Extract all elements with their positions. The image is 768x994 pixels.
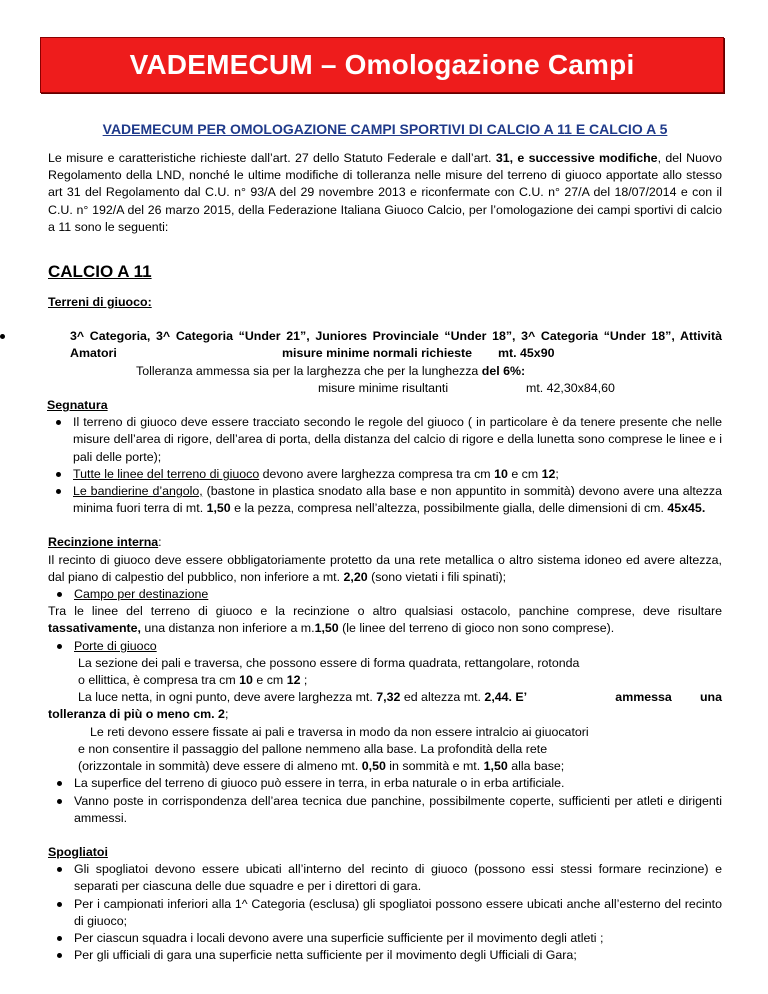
spogliatoi-item: Per gli ufficiali di gara una superficie netta sufficiente per il movimento degli Ufficiali di Gara; bbox=[52, 947, 722, 964]
terreni-categories-item bbox=[0, 328, 722, 362]
segnatura-item-2 bbox=[51, 466, 722, 483]
porte-line-1: La sezione dei pali e traversa, che possono essere di forma quadrata, rettangolare, rotonda bbox=[78, 655, 580, 670]
b-una: una bbox=[699, 690, 722, 705]
t: ed altezza mt. bbox=[400, 690, 485, 705]
linee-link: Tutte le linee del terreno di giuoco bbox=[73, 466, 260, 481]
segnatura-heading: Segnatura bbox=[47, 398, 108, 413]
t: e cm bbox=[252, 673, 287, 688]
terreni-result-row bbox=[48, 380, 722, 397]
t: Il recinto di giuoco deve essere obbligatoriamente protetto da una rete metallica o altro sistema idoneo ed avere altezza, dal piano di calpestio del pubblico, non inferiore a mt. bbox=[48, 552, 722, 584]
recinzione-heading-row bbox=[48, 534, 722, 551]
porte-line-4 bbox=[48, 706, 722, 723]
b: 10 bbox=[239, 673, 253, 688]
spogliatoi-item: Per ciascun squadra i locali devono avere una superficie sufficiente per il movimento degli atleti ; bbox=[52, 930, 722, 947]
spogliatoi-block bbox=[48, 844, 722, 964]
porte-heading-item bbox=[52, 638, 722, 655]
reti-line-2: e non consentire il passaggio del pallone nemmeno alla base. La profondità della rete bbox=[78, 741, 548, 756]
campo-heading: Campo per destinazione bbox=[74, 587, 209, 602]
section-heading-calcio-11: CALCIO A 11 bbox=[48, 262, 152, 282]
b: 45x45. bbox=[667, 501, 706, 516]
terreni-heading: Terreni di giuoco: bbox=[48, 295, 152, 310]
spogliatoi-heading: Spogliatoi bbox=[48, 844, 108, 859]
t: (sono vietati i fili spinati); bbox=[367, 569, 507, 584]
recinzione-block bbox=[48, 534, 722, 826]
t: (orizzontale in sommità) deve essere di almeno mt. bbox=[78, 759, 362, 774]
b-ammessa: ammessa bbox=[615, 690, 672, 705]
b: 12 bbox=[541, 466, 556, 481]
recinzione-extra-list bbox=[48, 775, 722, 827]
b: 2,44. E’ bbox=[484, 690, 528, 705]
recinzione-heading: Recinzione interna bbox=[48, 535, 159, 550]
t: (bastone in plastica snodato alla base e non appuntito in sommità) devono avere una altezza minima fuori terra di mt. bbox=[73, 484, 722, 516]
intro-paragraph bbox=[48, 150, 722, 236]
segnatura-block bbox=[47, 397, 722, 517]
intro-text-1: Le misure e caratteristiche richieste dall’art. 27 dello Statuto Federale e dall’art. bbox=[48, 151, 496, 165]
porte-line-2 bbox=[48, 672, 722, 689]
b: 1,50 bbox=[206, 501, 231, 516]
terreni-min-row bbox=[70, 345, 722, 362]
panchine-item: Vanno poste in corrispondenza dell’area tecnica due panchine, possibilmente coperte, sufficienti per atleti e dirigenti ammessi. bbox=[52, 793, 722, 827]
banner-title: VADEMECUM – Omologazione Campi bbox=[129, 49, 635, 81]
recinzione-text bbox=[48, 552, 722, 586]
porte-line-3-main bbox=[78, 689, 527, 706]
spogliatoi-item: Per i campionati inferiori alla 1^ Categoria (esclusa) gli spogliatoi possono essere ubicati anche all’esterno del recinto di giuoco; bbox=[52, 896, 722, 930]
terreni-min-value: mt. 45x90 bbox=[498, 346, 555, 361]
t: Tra le linee del terreno di giuoco e la recinzione o altro qualsiasi ostacolo, panchine comprese, deve risultare bbox=[48, 604, 722, 619]
terreni-tolleranza bbox=[46, 363, 722, 380]
terreni-result-value: mt. 42,30x84,60 bbox=[526, 380, 615, 395]
terreni-amatori: Amatori bbox=[70, 346, 117, 361]
spogliatoi-list bbox=[48, 861, 722, 964]
segnatura-item-1: Il terreno di giuoco deve essere tracciato secondo le regole del giuoco ( in particolare è da tenere presente che nelle misure dell’area di rigore, dell’area di porta, della distanza del calcio di rigore e della lunetta sono comprese le linee e i pali delle porte); bbox=[51, 414, 722, 466]
t: La luce netta, in ogni punto, deve avere larghezza mt. bbox=[78, 690, 377, 705]
b: 1,50 bbox=[483, 759, 508, 774]
porte-heading: Porte di giuoco bbox=[74, 638, 157, 653]
t: alla base; bbox=[507, 759, 565, 774]
reti-line-1: Le reti devono essere fissate ai pali e traversa in modo da non essere intralcio ai giuocatori bbox=[90, 724, 589, 739]
b: 7,32 bbox=[376, 690, 401, 705]
bandierine-label: Le bandierine d’angolo, bbox=[73, 484, 203, 499]
t: in sommità e mt. bbox=[385, 759, 484, 774]
spacer bbox=[48, 380, 318, 397]
superficie-item: La superfice del terreno di giuoco può essere in terra, in erba naturale o in erba artificiale. bbox=[52, 775, 722, 792]
reti-line-3 bbox=[48, 758, 722, 775]
campo-heading-item bbox=[52, 586, 722, 603]
t: o ellittica, è compresa tra cm bbox=[78, 673, 240, 688]
intro-text-2: , del Nuovo Regolamento della LND, nonché le ultime modifiche di tolleranza nelle misure del terreno di giuoco apportate allo stesso art 31 del Regolamento dal C.U. n° 93/A del 29 novembre 2013 e riconfermate con C.U. n° 27/A del 18/07/2014 e con il C.U. n° 192/A del 26 marzo 2015, della Federazione Italiana Giuoco Calcio, per l’omologazione dei campi sportivi di calcio a 11 sono le seguenti: bbox=[48, 151, 722, 234]
b: tassativamente, bbox=[48, 621, 141, 636]
spogliatoi-item: Gli spogliatoi devono essere ubicati all’interno del recinto di giuoco (possono essi stessi formare recinzione) e separati per ciascuna delle due squadre e per i direttori di gara. bbox=[52, 861, 722, 895]
campo-list bbox=[48, 586, 722, 603]
b: 10 bbox=[494, 466, 508, 481]
terreni-min-label: misure minime normali richieste bbox=[282, 346, 473, 361]
t: ; bbox=[555, 466, 559, 481]
t: una distanza non inferiore a m. bbox=[140, 621, 315, 636]
colon: : bbox=[158, 535, 162, 550]
intro-bold: 31, e successive modifiche bbox=[495, 151, 658, 165]
t: ; bbox=[224, 707, 229, 722]
t: e cm bbox=[507, 466, 542, 481]
t: ; bbox=[300, 673, 308, 688]
campo-text bbox=[48, 603, 722, 637]
segnatura-list bbox=[47, 414, 722, 517]
terreni-result-label: misure minime risultanti bbox=[318, 380, 449, 395]
tolleranza-bold: del 6%: bbox=[481, 363, 526, 378]
b: 12 bbox=[286, 673, 301, 688]
b: 1,50 bbox=[314, 621, 339, 636]
t: devono avere larghezza compresa tra cm bbox=[259, 466, 495, 481]
document-subtitle: VADEMECUM PER OMOLOGAZIONE CAMPI SPORTIVI DI CALCIO A 11 E CALCIO A 5 bbox=[102, 121, 668, 137]
terreni-list bbox=[48, 328, 722, 362]
document-body bbox=[48, 120, 722, 964]
porte-list bbox=[48, 638, 722, 655]
t: e la pezza, compresa nell’altezza, possibilmente gialla, delle dimensioni di cm. bbox=[230, 501, 668, 516]
t: (le linee del terreno di gioco non sono comprese). bbox=[338, 621, 615, 636]
b: tolleranza di più o meno cm. 2 bbox=[48, 707, 225, 722]
segnatura-item-3 bbox=[51, 483, 722, 517]
porte-line-3 bbox=[48, 689, 722, 706]
b: 2,20 bbox=[343, 569, 368, 584]
tolleranza-text: Tolleranza ammessa sia per la larghezza che per la lunghezza bbox=[136, 363, 482, 378]
title-banner bbox=[40, 37, 724, 93]
b: 0,50 bbox=[361, 759, 386, 774]
terreni-categories: 3^ Categoria, 3^ Categoria “Under 21”, Juniores Provinciale “Under 18”, 3^ Categoria “Under 18”, Attività bbox=[70, 329, 722, 344]
